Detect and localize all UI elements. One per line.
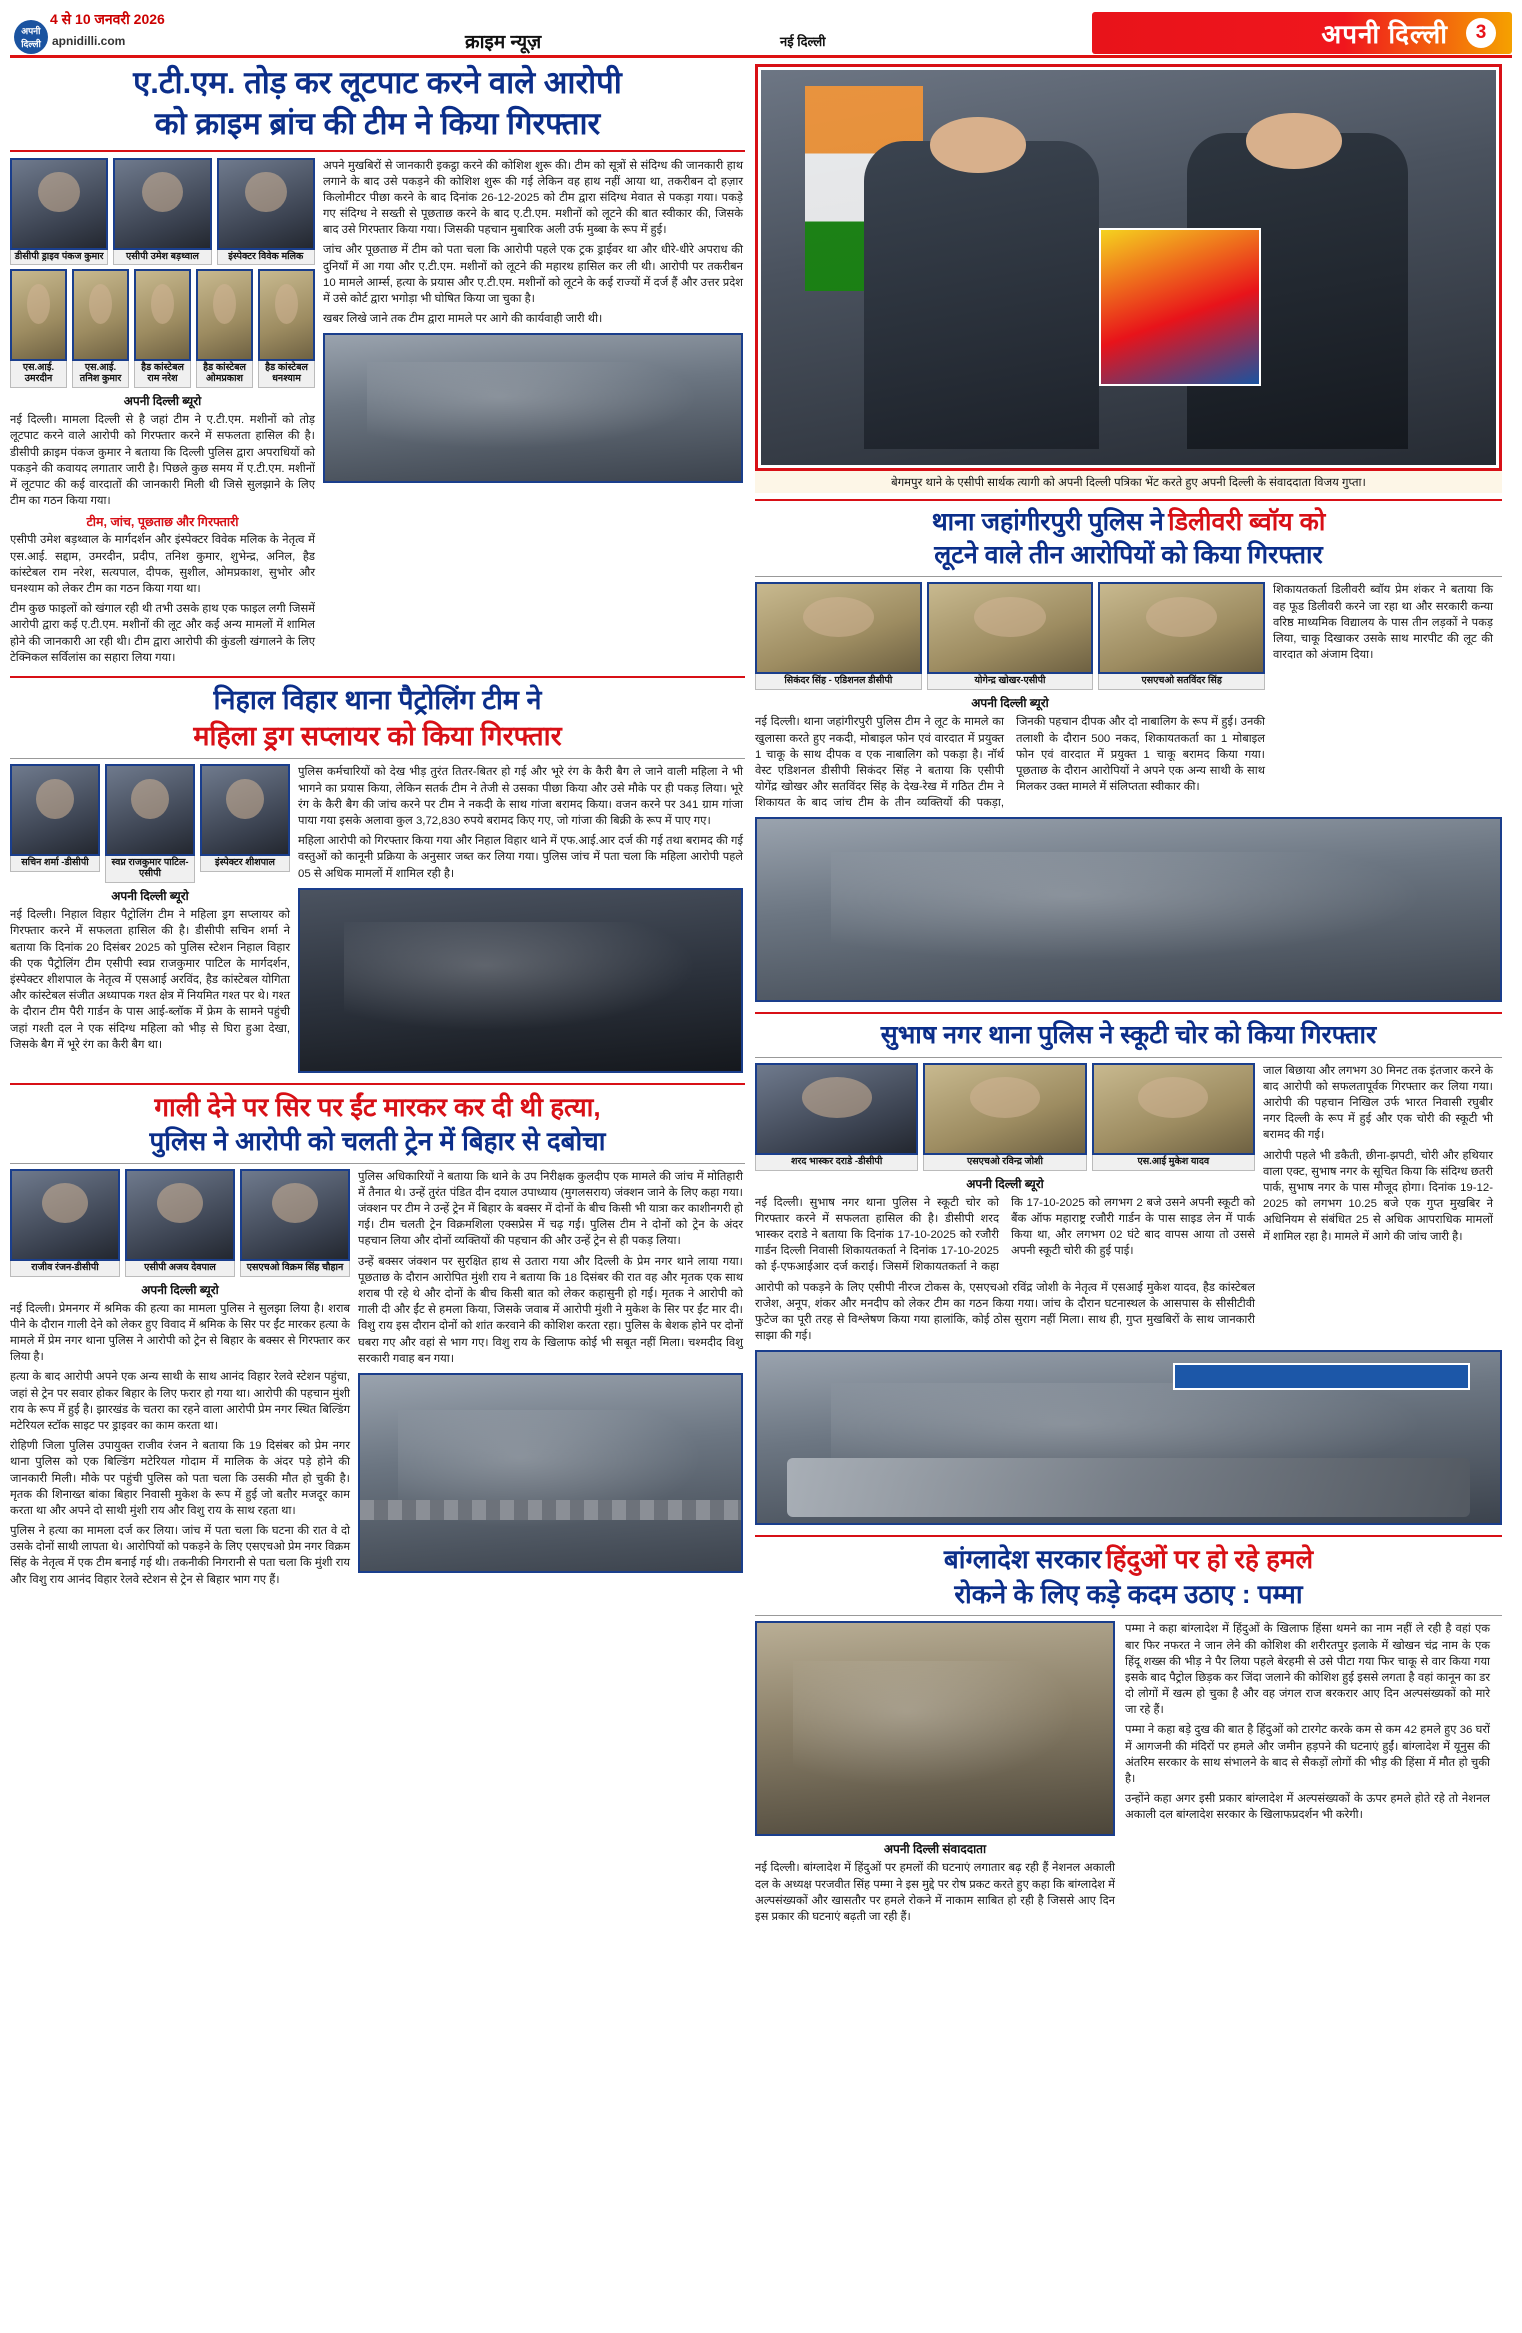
officer-caption: राजीव रंजन-डीसीपी (10, 1261, 120, 1277)
apni-dilli-logo-icon: अपनी दिल्ली (14, 20, 48, 54)
officer-caption: इंस्पेक्टर विवेक मलिक (217, 250, 315, 266)
story2-seizure-photo (298, 888, 743, 1073)
story4-photo-row (755, 582, 1265, 690)
story3-para1: नई दिल्ली। प्रेमनगर में श्रमिक की हत्या का मामला पुलिस ने सुलझा लिया है। शराब पीने के दौरान गाली देने को लेकर हुए विवाद में श्रमिक के सिर पर ईंट मारकर हत्या के मामले में प्रेम नगर थाना पुलिस ने आरोपी को ट्रेन से बिहार के बक्सर से गिरफ्तार कर लिया है। (10, 1302, 350, 1364)
story5-para2: आरोपी को पकड़ने के लिए एसीपी नीरज टोकस के, एसएचओ रविंद्र जोशी के नेतृत्व में एसआई मुकेश यादव, हैड कांस्टेबल राजेश, अनूप, शंकर और मनदीप को लेकर टीम का गठन किया गया। जांच के दौरान घटनास्थल के आसपास के सीसीटीवी फुटेज का पूरी तरह से विश्लेषण किया गया हालांकि, कोई ठोस सुराग नहीं मिला। साथ ही, गुप्त मुखबिरों के साथ जानकारी साझा की गई। (755, 1281, 1255, 1343)
officer-caption: एसीपी अजय देवपाल (125, 1261, 235, 1277)
story2-photo-row (10, 764, 290, 883)
officer-caption: हैड कांस्टेबल ओमप्रकाश (196, 361, 253, 388)
website-url: apnidilli.com (52, 34, 126, 48)
story-atm-robbery (10, 64, 745, 666)
story6-headline-part1-red: हिंदुओं पर हो रहे हमले (1105, 1544, 1314, 1575)
page-number: 3 (1466, 18, 1496, 48)
story6-byline: अपनी दिल्ली संवाददाता (883, 1842, 987, 1857)
story5-byline: अपनी दिल्ली ब्यूरो (966, 1176, 1044, 1191)
officer-photo (755, 582, 922, 690)
story2-headline-line1: निहाल विहार थाना पैट्रोलिंग टीम ने (213, 684, 542, 715)
officer-caption: एसएचओ विक्रम सिंह चौहान (240, 1261, 350, 1277)
story2-para1: नई दिल्ली। निहाल विहार पैट्रोलिंग टीम ने महिला ड्रग सप्लायर को गिरफ्तार करने में सफलता हासिल की है। डीसीपी सचिन शर्मा ने बताया कि दिनांक 20 दिसंबर 2025 को पुलिस स्टेशन निहाल विहार की एक पैट्रोलिंग टीम एसीपी स्वप्न राजकुमार पाटिल के मार्गदर्शन, इंस्पेक्टर शीशपाल के नेतृत्व में एसआई अरविंद, हैड कांस्टेबल योगिता और कांस्टेबल संजीत अध्यापक गश्त क्षेत्र में नियमित गश्त पर थे। गश्त के दौरान टीम पैरी गार्डन के पास आई-ब्लॉक में फ्रेम के सामने पहुंची जहां गश्ती दल ने एक संदिग्ध महिला को भीड़ से घिरा हुआ देखा, जिसके बैग में भूरे रंग का कैरी बैग था। (10, 909, 290, 1051)
story-scooter-thief (755, 1020, 1502, 1525)
story5-para4: आरोपी पहले भी डकैती, छीना-झपटी, चोरी और हथियार वाला एक्ट, सुभाष नगर के सूचित किया कि संदिग्ध छतरी पार्क, सुभाष नगर के पास मौजूद होगा। दिनांक 19-12-2025 को लगभग 10.25 बजे एक गुप्त मुखबिर ने अधिनियम से संबंधित 25 से अधिक आपराधिक मामलों में शामिल रहा है। मामले में आगे की जांच जारी है। (1263, 1149, 1493, 1243)
officer-photo (217, 158, 315, 266)
story3-accused-photo (358, 1373, 743, 1573)
story3-headline-line2: पुलिस ने आरोपी को चलती ट्रेन में बिहार से दबोचा (149, 1126, 606, 1157)
officer-caption: इंस्पेक्टर शीशपाल (200, 856, 290, 872)
officer-photo (755, 1063, 918, 1171)
story3-para5: पुलिस अधिकारियों ने बताया कि थाने के उप निरीक्षक कुलदीप एक मामले की जांच में मोतिहारी में तैनात थे। उन्हें तुरंत पंडित दीन दयाल उपाध्याय (मुगलसराय) जंक्शन जाने के लिए कहा गया। जंक्शन पर टीम ने उन्हें ट्रेन में बिहार के बक्सर में दोनों के बीच किसी भी यात्रा कर काशीनगरी हो गई। टीम चलती ट्रेन विक्रमशिला एक्सप्रेस में चढ़ गई। पुलिस टीम ने दोनों को ट्रेन के अंदर पहचान लिया और दोनों व्यक्तियों की पहचान की और उन्हें ट्रेन से ही पकड़ लिया। (358, 1170, 743, 1248)
story2-byline: अपनी दिल्ली ब्यूरो (111, 889, 189, 904)
story5-scooter-photo (755, 1350, 1502, 1525)
officer-caption: एसएचओ सतविंदर सिंह (1098, 674, 1265, 690)
officer-caption: एस.आई. उमरदीन (10, 361, 67, 388)
officer-photo (927, 582, 1094, 690)
story5-para1: नई दिल्ली। सुभाष नगर थाना पुलिस ने स्कूटी चोर को गिरफ्तार करने में सफलता हासिल की है। डीसीपी शरद भास्कर दराडे ने बताया कि दिनांक 17-10-2025 को रजौरी गार्डन दिल्ली निवासी शिकायतकर्ता ने दिनांक 17-10-2025 को ई-एफआईआर दर्ज कराई। जिसमें शिकायतकर्ता ने कहा कि 17-10-2025 को लगभग 2 बजे उसने अपनी स्कूटी को बैंक ऑफ महाराष्ट्र रजौरी गार्डन के पास साइड लेन में पार्क किया था, और लगभग 02 घंटे बाद वापस आया तो उससे अपनी स्कूटी चोरी की हुई पाई। (755, 1196, 1255, 1274)
feature-photo (761, 70, 1496, 465)
story3-byline: अपनी दिल्ली ब्यूरो (141, 1282, 219, 1297)
officer-photo (1092, 1063, 1255, 1171)
brand-banner (1092, 12, 1512, 54)
officer-caption: शरद भास्कर दराडे -डीसीपी (755, 1155, 918, 1171)
officer-photo (258, 269, 315, 388)
officer-caption: एसएचओ रविन्द्र जोशी (923, 1155, 1086, 1171)
masthead (10, 8, 1512, 58)
brand-name: अपनी दिल्ली (1321, 19, 1448, 49)
officer-photo (125, 1169, 235, 1277)
story-bangladesh-hindus (755, 1543, 1502, 1925)
story6-para2: पम्मा ने कहा बांग्लादेश में हिंदुओं के खिलाफ हिंसा थमने का नाम नहीं ले रही है वहां एक बार फिर नफरत ने जान लेने की कोशिश की शरीरतपुर इलाके में खोखन चंद्र नाम के एक हिंदू शख्स की भीड़ ने पैर लिया पहले बेरहमी से उसे पीटा गया फिर चाकू से वार किया गया इसके बाद पैट्रोल छिड़क कर जिंदा जलाने की कोशिश हुई इससे लगता है वहां कानून का डर दो लोगों में खत्म हो चुका है और वह जंगल राज बरकरार आए दिन अल्पसंख्यकों को मारे जा रहे हैं। (1125, 1623, 1490, 1717)
story5-para3: जाल बिछाया और लगभग 30 मिनट तक इंतजार करने के बाद आरोपी को सफलतापूर्वक गिरफ्तार कर लिया गया। आरोपी की पहचान निखिल उर्फ भारत निवासी रघुबीर नगर दिल्ली के रूप में हुई और एक चोरी की स्कूटी भी बरामद की गई। (1263, 1064, 1493, 1142)
story1-para2: एसीपी उमेश बड़थ्वाल के मार्गदर्शन और इंस्पेक्टर विवेक मलिक के नेतृत्व में एस.आई. सद्दाम, उमरदीन, प्रदीप, तनिश कुमार, शुभेन्द्र, अनिल, हैड कांस्टेबल राम नरेश, सत्यपाल, दीपक, सुशील, ओमप्रकाश, सुभोर और घनश्याम को लेकर टीम का गठन किया गया था। (10, 534, 315, 595)
story1-para3: टीम कुछ फाइलों को खंगाल रही थी तभी उसके हाथ एक फाइल लगी जिसमें आरोपी द्वारा कई ए.टी.एम. मशीनों की लूट और कई अन्य मामलों में शामिल होने की जानकारी आ रही थी। टीम द्वारा आरोपी की कुंडली खंगालने के लिए टेक्निकल सर्विलांस का सहारा लिया गया। (10, 603, 315, 664)
story4-arrested-photo (755, 817, 1502, 1002)
officer-photo (105, 764, 195, 883)
officer-caption: एस.आई मुकेश यादव (1092, 1155, 1255, 1171)
story-murder-train-arrest (10, 1091, 745, 1588)
story1-para6: खबर लिखे जाने तक टीम द्वारा मामले पर आगे की कार्यवाही जारी थी। (323, 313, 603, 326)
story4-headline-part1: थाना जहांगीरपुरी पुलिस ने (931, 507, 1164, 536)
city-label: नई दिल्ली (780, 34, 826, 49)
officer-caption: सचिन शर्मा -डीसीपी (10, 856, 100, 872)
right-column (755, 64, 1502, 2314)
officer-caption: एस.आई. तनिश कुमार (72, 361, 129, 388)
officer-photo (240, 1169, 350, 1277)
story1-photo-row-1 (10, 158, 315, 266)
story-jahangirpuri-delivery-boy (755, 507, 1502, 1003)
story6-para4: उन्होंने कहा अगर इसी प्रकार बांग्लादेश में अल्पसंख्यकों के ऊपर हमले होते रहे तो नेशनल अकाली दल बांग्लादेश सरकार के खिलाफप्रदर्शन भी करेगी। (1125, 1793, 1490, 1822)
story5-headline: सुभाष नगर थाना पुलिस ने स्कूटी चोर को किया गिरफ्तार (880, 1021, 1377, 1050)
story4-para2: शिकायतकर्ता डिलीवरी ब्वॉय प्रेम शंकर ने बताया कि वह फूड डिलीवरी करने जा रहा था और सरकारी कन्या वरिष्ठ माध्यमिक विद्यालय के पास तीन लड़कों ने पकड़ लिया, चाकू दिखाकर उसके साथ मारपीट की लूट की वारदात को अंजाम दिया। (1273, 584, 1493, 662)
story6-para1: नई दिल्ली। बांग्लादेश में हिंदुओं पर हमलों की घटनाएं लगातार बढ़ रही हैं नेशनल अकाली दल के अध्यक्ष परजवीत सिंह पम्मा ने इस मुद्दे पर रोष प्रकट करते हुए कहा कि बांग्लादेश में अल्पसंख्यकों और खासतौर पर हमले रोकने में नाकाम साबित हो रही है जिससे आए दिन इस प्रकार की घटनाएं बढ़ती जा रही हैं। (755, 1862, 1115, 1923)
officer-photo (10, 1169, 120, 1277)
story3-para4: पुलिस ने हत्या का मामला दर्ज कर लिया। जांच में पता चला कि घटना की रात वे दो उसके दोनों साथी लापता थे। आरोपियों को पकड़ने के लिए एसएचओ प्रेम नगर विक्रम सिंह के नेतृत्व में एक टीम बनाई गई थी। तकनीकी निगरानी से पता चला कि मुंशी राय और विशु राय आनंद विहार रेलवे स्टेशन से ट्रेन से बिहार भाग गए हैं। (10, 1525, 350, 1586)
story4-para1: नई दिल्ली। थाना जहांगीरपुरी पुलिस टीम ने लूट के मामले का खुलासा करते हुए नकदी, मोबाइल फोन एवं वारदात में प्रयुक्त 1 चाकू के साथ दीपक व एक नाबालिग को पकड़ा है। नॉर्थ वेस्ट एडिशनल डीसीपी सिकंदर सिंह ने बताया कि एसीपी योगेंद्र खोखर और सतविंदर सिंह के देख-रेख में गठित टीम ने शिकायत के बाद जांच टीम के तीन व्यक्तियों की पकड़ा, जिनकी पहचान दीपक और दो नाबालिग के रूप में हुई। उनकी तलाशी के दौरान 500 नकद, शिकायतकर्ता का 1 मोबाइल फोन एवं वारदात में प्रयुक्त 1 चाकू बरामद किया गया। पूछताछ के दौरान आरोपियों ने अपने एक अन्य साथी के साथ मिलकर उक्त मामले में संलिप्तता स्वीकार की। (755, 716, 1265, 810)
officer-caption: डीसीपी ड्राइव पंकज कुमार (10, 250, 108, 266)
story3-para6: उन्हें बक्सर जंक्शन पर सुरक्षित हाथ से उतारा गया और दिल्ली के प्रेम नगर थाने लाया गया। पूछताछ के दौरान आरोपित मुंशी राय ने बताया कि 18 दिसंबर की रात वह और मृतक एक साथ शराब पी रहे थे और दोनों के बीच किसी बात को लेकर कहासुनी हो गई। मृतक ने आरोपी को गाली दी और ईंट से हमला किया, जिसके जवाब में आरोपी मुंशी ने मुकेश के सिर पर ईंट मार दी। विशु राय इस दौरान दोनों को शांत करवाने की कोशिश करता रहा। पुलिस के बेशक होने पर दोनों घबरा गए और वहां से भाग गए। विशु राय के खिलाफ कोई भी सबूत नहीं मिला। चश्मदीद विशु सरकारी गवाह बन गया। (358, 1255, 743, 1365)
story1-headline-line1: ए.टी.एम. तोड़ कर लूटपाट करने वाले आरोपी (133, 65, 622, 100)
officer-caption: योगेन्द्र खोखर-एसीपी (927, 674, 1094, 690)
officer-caption: हैड कांस्टेबल धनश्याम (258, 361, 315, 388)
story4-headline-part1-red: डिलीवरी ब्वॉय को (1168, 507, 1326, 536)
story1-arrest-photo (323, 333, 743, 483)
feature-photo-caption: बेगमपुर थाने के एसीपी सार्थक त्यागी को अपनी दिल्ली पत्रिका भेंट करते हुए अपनी दिल्ली के संवाददाता विजय गुप्ता। (755, 471, 1502, 493)
story1-para5: जांच और पूछताछ में टीम को पता चला कि आरोपी पहले एक ट्रक ड्राईवर था और धीरे-धीरे अपराध की दुनियाँ में आ गया और ए.टी.एम. मशीनों को लूटने की महारथ हासिल कर ली थी। आरोपी पर तकरीबन 10 मामले आर्म्स, हत्या के प्रयास और ए.टी.एम. मशीनों को लूटने के कई राज्यों में दर्ज हैं और उत्तर प्रदेश में उसे कोर्ट द्वारा भगोड़ा भी घोषित किया जा चुका है। (323, 244, 743, 305)
story-drug-supplier (10, 684, 745, 1073)
story6-leader-photo (755, 1621, 1115, 1836)
left-column (10, 64, 745, 2314)
story5-photo-row (755, 1063, 1255, 1171)
officer-caption: एसीपी उमेश बड़थ्वाल (113, 250, 211, 266)
officer-photo (200, 764, 290, 883)
story1-para1: नई दिल्ली। मामला दिल्ली से है जहां टीम ने ए.टी.एम. मशीनों को तोड़ लूटपाट करने वाले आरोपी को गिरफ्तार करने में सफलता हासिल की है। डीसीपी क्राइम पंकज कुमार ने बताया कि दिल्ली पुलिस द्वारा अपराधियों को पकड़ने की कवायद लगातार जारी है। पिछले कुछ समय में ए.टी.एम. मशीनों में लूटपाट की कई वारदातों की जानकारी मिली थी जिसे सुलझाने के लिए टीम का गठन किया गया। (10, 414, 315, 508)
story4-headline-line2: लूटने वाले तीन आरोपियों को किया गिरफ्तार (934, 541, 1323, 570)
officer-photo (196, 269, 253, 388)
feature-photo-block (755, 64, 1502, 471)
story6-para3: पम्मा ने कहा बड़े दुख की बात है हिंदुओं को टारगेट करके कम से कम 42 हमले हुए 36 घरों में आगजनी की मंदिरों पर हमले और जमीन हड़पने की घटनाएं हुईं। बांग्लादेश में यूनुस की अंतरिम सरकार के साथ संभालने के बाद से सैकड़ों लोगों की भीड़ की हिंसा में मौत हो चुकी है। (1125, 1724, 1490, 1786)
story1-headline-line2: को क्राइम ब्रांच की टीम ने किया गिरफ्तार (154, 105, 601, 141)
issue-date: 4 से 10 जनवरी 2026 (50, 11, 165, 27)
story2-headline-line2: महिला ड्रग सप्लायर को किया गिरफ्तार (193, 720, 562, 751)
officer-caption: स्वप्न राजकुमार पाटिल-एसीपी (105, 856, 195, 883)
officer-photo (10, 158, 108, 266)
story5-body (755, 1195, 1255, 1276)
story3-para3: रोहिणी जिला पुलिस उपायुक्त राजीव रंजन ने बताया कि 19 दिसंबर को प्रेम नगर थाना पुलिस को एक बिल्डिंग मटेरियल गोदाम में मालिक के अंदर पड़े होने की जानकारी मिली। मौके पर पहुंची पुलिस को पता चला कि उसकी मौत हो चुकी है। मृतक की शिनाख्त बांका बिहार निवासी मुकेश के रूप में हुई जो बतौर मजदूर काम करता था और अपने दो साथी मुंशी राय और विशु राय के साथ रहता था। (10, 1440, 350, 1517)
story3-photo-row (10, 1169, 350, 1277)
officer-photo (134, 269, 191, 388)
officer-photo (10, 269, 67, 388)
officer-photo (10, 764, 100, 883)
officer-caption: सिकंदर सिंह - एडिशनल डीसीपी (755, 674, 922, 690)
story1-byline: अपनी दिल्ली ब्यूरो (123, 394, 202, 409)
officer-photo (113, 158, 211, 266)
officer-photo (1098, 582, 1265, 690)
officer-photo (923, 1063, 1086, 1171)
story4-byline: अपनी दिल्ली ब्यूरो (971, 696, 1049, 711)
story3-headline-line1: गाली देने पर सिर पर ईंट मारकर कर दी थी हत्या, (154, 1091, 601, 1122)
story2-para2: पुलिस कर्मचारियों को देख भीड़ तुरंत तितर-बितर हो गई और भूरे रंग के कैरी बैग ले जाने वाली महिला ने भी भागने का प्रयास किया, लेकिन सतर्क टीम ने तेजी से उसका पीछा किया और उसे मौके पर ही पकड़ लिया। भूरे रंग के कैरी बैग की जांच करने पर टीम ने नकदी के साथ गांजा बरामद किया। वजन करने पर 341 ग्राम गांजा पाया गया इसके अलावा कुल 3,72,830 रुपये बरामद किए गए, जो गांजा की बिक्री के रूप में पाए गए। (298, 766, 743, 827)
story3-para2: हत्या के बाद आरोपी अपने एक अन्य साथी के साथ आनंद विहार रेलवे स्टेशन पहुंचा, जहां से ट्रेन पर सवार होकर बिहार के लिए फरार हो गया था। आरोपी की पहचान मुंशी राय के रूप में हुई है। झारखंड के चतरा का रहने वाला आरोपी प्रेम नगर स्थित बिल्डिंग मटेरियल स्टॉक साइट पर ड्राइवर का काम करता था। (10, 1371, 350, 1432)
story6-headline-line2: रोकने के लिए कड़े कदम उठाए : पम्मा (954, 1578, 1303, 1609)
story2-para3: महिला आरोपी को गिरफ्तार किया गया और निहाल विहार थाने में एफ.आई.आर दर्ज की गई तथा बरामद की गई वस्तुओं को कानूनी प्रक्रिया के अनुसार जब्त कर लिया गया। पुलिस जांच में पता चला कि महिला आरोपी पहले 05 से अधिक मामलों में शामिल रही है। (298, 835, 743, 880)
story1-para4: अपने मुखबिरों से जानकारी इकट्ठा करने की कोशिश शुरू की। टीम को सूत्रों से संदिग्ध की जानकारी हाथ लगाने के बाद उसे पकड़ने की कोशिश शुरू की गई लेकिन वह हाथ नहीं आया था, तकरीबन दो हज़ार किलोमीटर पीछा करने के बाद दिनांक 26-12-2025 को टीम द्वारा संदिग्ध मेवात से पकड़ा गया। पकड़े गए संदिग्ध ने सख्ती से पूछताछ करने के बाद ए.टी.एम. मशीनों को लूटने की बात स्वीकार की, जिसके बाद उसे गिरफ्तार किया गया। जिसकी पहचान मुबारिक अली उर्फ मुब्बा के रूप में हुई। (323, 159, 743, 237)
officer-photo (72, 269, 129, 388)
story1-subhead: टीम, जांच, पूछताछ और गिरफ्तारी (86, 515, 239, 530)
officer-caption: हैड कांस्टेबल राम नरेश (134, 361, 191, 388)
story6-headline-part1: बांग्लादेश सरकार (943, 1544, 1102, 1575)
section-title: क्राइम न्यूज़ (465, 32, 542, 53)
story1-photo-row-2 (10, 269, 315, 388)
